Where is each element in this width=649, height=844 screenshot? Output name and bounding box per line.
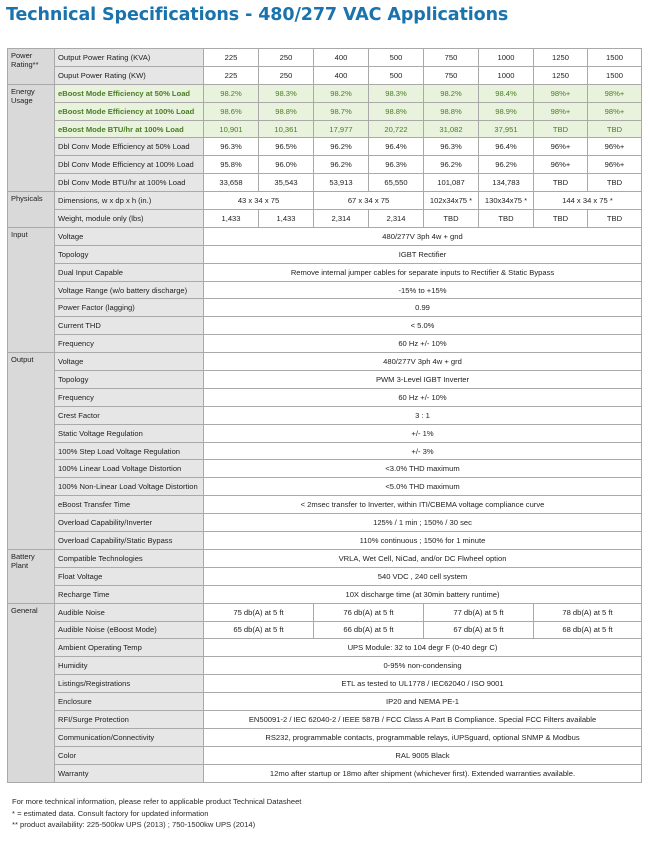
row-label: Compatible Technologies [55, 549, 204, 567]
cell-value: 102x34x75 * [424, 192, 479, 210]
cell-value: TBD [534, 174, 588, 192]
energy-usage-row [8, 102, 642, 120]
cell-value: IP20 and NEMA PE-1 [204, 693, 642, 711]
cell-value: 1000 [479, 49, 534, 67]
cell-value: 400 [314, 66, 369, 84]
cell-value: 96.2% [479, 156, 534, 174]
cell-value: -15% to +15% [204, 281, 642, 299]
row-label: Communication/Connectivity [55, 728, 204, 746]
cell-value: TBD [588, 120, 642, 138]
battery-plant-row [8, 585, 642, 603]
cell-value: 250 [259, 66, 314, 84]
cell-value: 500 [369, 49, 424, 67]
section-energy-usage: Energy Usage [8, 84, 55, 191]
row-label: eBoost Mode BTU/hr at 100% Load [55, 120, 204, 138]
cell-value: 2,314 [314, 210, 369, 228]
cell-value: 17,977 [314, 120, 369, 138]
physicals-row [8, 192, 642, 210]
cell-value: VRLA, Wet Cell, NiCad, and/or DC Flwheel option [204, 549, 642, 567]
cell-value: 68 db(A) at 5 ft [534, 621, 642, 639]
row-label: Audible Noise [55, 603, 204, 621]
row-label: Dbl Conv Mode Efficiency at 100% Load [55, 156, 204, 174]
cell-value: 1,433 [259, 210, 314, 228]
cell-value: 67 db(A) at 5 ft [424, 621, 534, 639]
cell-value: 98.3% [259, 84, 314, 102]
cell-value: TBD [588, 210, 642, 228]
cell-value: 130x34x75 * [479, 192, 534, 210]
cell-value: 96.3% [424, 138, 479, 156]
cell-value: 20,722 [369, 120, 424, 138]
cell-value: 95.8% [204, 156, 259, 174]
cell-value: 1250 [534, 49, 588, 67]
general-row [8, 728, 642, 746]
row-label: 100% Step Load Voltage Regulation [55, 442, 204, 460]
cell-value: 1000 [479, 66, 534, 84]
footnotes [12, 796, 301, 831]
cell-value: 144 x 34 x 75 * [534, 192, 642, 210]
general-row [8, 675, 642, 693]
cell-value: 1,433 [204, 210, 259, 228]
cell-value: TBD [479, 210, 534, 228]
power-rating-row [8, 49, 642, 67]
input-row [8, 227, 642, 245]
cell-value: 75 db(A) at 5 ft [204, 603, 314, 621]
cell-value: 0.99 [204, 299, 642, 317]
general-row [8, 657, 642, 675]
row-label: Frequency [55, 388, 204, 406]
general-row [8, 764, 642, 782]
cell-value: 98.2% [204, 84, 259, 102]
cell-value: RAL 9005 Black [204, 746, 642, 764]
cell-value: Remove internal jumper cables for separate inputs to Rectifier & Static Bypass [204, 263, 642, 281]
cell-value: 101,087 [424, 174, 479, 192]
cell-value: 33,658 [204, 174, 259, 192]
row-label: Voltage [55, 227, 204, 245]
row-label: Dual Input Capable [55, 263, 204, 281]
row-label: eBoost Mode Efficiency at 100% Load [55, 102, 204, 120]
battery-plant-row [8, 567, 642, 585]
cell-value: 98.8% [424, 102, 479, 120]
row-label: Static Voltage Regulation [55, 424, 204, 442]
cell-value: 96%+ [534, 138, 588, 156]
physicals-row [8, 210, 642, 228]
energy-usage-row [8, 138, 642, 156]
cell-value: 65,550 [369, 174, 424, 192]
output-row [8, 478, 642, 496]
row-label: Current THD [55, 317, 204, 335]
output-row [8, 442, 642, 460]
cell-value: 98.3% [369, 84, 424, 102]
cell-value: 96.3% [369, 156, 424, 174]
output-row [8, 371, 642, 389]
row-label: Crest Factor [55, 406, 204, 424]
row-label: Warranty [55, 764, 204, 782]
cell-value: 250 [259, 49, 314, 67]
cell-value: 78 db(A) at 5 ft [534, 603, 642, 621]
cell-value: 98%+ [534, 84, 588, 102]
cell-value: 98%+ [588, 102, 642, 120]
row-label: Overload Capability/Inverter [55, 514, 204, 532]
general-row [8, 746, 642, 764]
cell-value: 66 db(A) at 5 ft [314, 621, 424, 639]
row-label: Weight, module only (lbs) [55, 210, 204, 228]
cell-value: 98%+ [588, 84, 642, 102]
section-power-rating: Power Rating** [8, 49, 55, 85]
cell-value: 750 [424, 66, 479, 84]
cell-value: 110% continuous ; 150% for 1 minute [204, 532, 642, 550]
cell-value: +/- 1% [204, 424, 642, 442]
row-label: Humidity [55, 657, 204, 675]
input-row [8, 299, 642, 317]
cell-value: <3.0% THD maximum [204, 460, 642, 478]
cell-value: 67 x 34 x 75 [314, 192, 424, 210]
cell-value: ETL as tested to UL1778 / IEC62040 / ISO 9001 [204, 675, 642, 693]
row-label: Dbl Conv Mode Efficiency at 50% Load [55, 138, 204, 156]
row-label: Topology [55, 371, 204, 389]
row-label: Overload Capability/Static Bypass [55, 532, 204, 550]
output-row [8, 353, 642, 371]
cell-value: 96.5% [259, 138, 314, 156]
row-label: Recharge Time [55, 585, 204, 603]
cell-value: 1500 [588, 49, 642, 67]
cell-value: PWM 3-Level IGBT Inverter [204, 371, 642, 389]
cell-value: TBD [588, 174, 642, 192]
cell-value: 500 [369, 66, 424, 84]
section-general: General [8, 603, 55, 782]
cell-value: 96%+ [534, 156, 588, 174]
cell-value: 96.4% [369, 138, 424, 156]
footnote-estimated: * = estimated data. Consult factory for updated information [12, 808, 209, 818]
row-label: Listings/Registrations [55, 675, 204, 693]
cell-value: 53,913 [314, 174, 369, 192]
cell-value: 98.2% [314, 84, 369, 102]
energy-usage-row [8, 156, 642, 174]
cell-value: 480/277V 3ph 4w + gnd [204, 227, 642, 245]
cell-value: 98.2% [424, 84, 479, 102]
cell-value: 480/277V 3ph 4w + grd [204, 353, 642, 371]
cell-value: TBD [534, 120, 588, 138]
row-label: Color [55, 746, 204, 764]
cell-value: 96.4% [479, 138, 534, 156]
cell-value: TBD [534, 210, 588, 228]
cell-value: 60 Hz +/- 10% [204, 335, 642, 353]
cell-value: 65 db(A) at 5 ft [204, 621, 314, 639]
input-row [8, 335, 642, 353]
section-battery-plant: Battery Plant [8, 549, 55, 603]
row-label: Audible Noise (eBoost Mode) [55, 621, 204, 639]
row-label: RFI/Surge Protection [55, 710, 204, 728]
cell-value: 31,082 [424, 120, 479, 138]
row-label: eBoost Transfer Time [55, 496, 204, 514]
output-row [8, 406, 642, 424]
cell-value: IGBT Rectifier [204, 245, 642, 263]
cell-value: <5.0% THD maximum [204, 478, 642, 496]
cell-value: 96%+ [588, 156, 642, 174]
cell-value: 125% / 1 min ; 150% / 30 sec [204, 514, 642, 532]
cell-value: 96%+ [588, 138, 642, 156]
row-label: Enclosure [55, 693, 204, 711]
input-row [8, 263, 642, 281]
cell-value: 10,901 [204, 120, 259, 138]
cell-value: 750 [424, 49, 479, 67]
cell-value: 77 db(A) at 5 ft [424, 603, 534, 621]
output-row [8, 496, 642, 514]
input-row [8, 281, 642, 299]
cell-value: 98.6% [204, 102, 259, 120]
general-row [8, 621, 642, 639]
energy-usage-row [8, 84, 642, 102]
row-label: Power Factor (lagging) [55, 299, 204, 317]
cell-value: 98.7% [314, 102, 369, 120]
cell-value: 76 db(A) at 5 ft [314, 603, 424, 621]
row-label: Ambient Operating Temp [55, 639, 204, 657]
spec-table [7, 48, 642, 783]
cell-value: 12mo after startup or 18mo after shipment (whichever first). Extended warranties available. [204, 764, 642, 782]
cell-value: 225 [204, 66, 259, 84]
cell-value: 10X discharge time (at 30min battery runtime) [204, 585, 642, 603]
cell-value: 98%+ [534, 102, 588, 120]
cell-value: +/- 3% [204, 442, 642, 460]
cell-value: 0-95% non-condensing [204, 657, 642, 675]
cell-value: 1500 [588, 66, 642, 84]
row-label: Dimensions, w x dp x h (in.) [55, 192, 204, 210]
page-title: Technical Specifications - 480/277 VAC Applications [6, 5, 509, 25]
cell-value: 96.3% [204, 138, 259, 156]
output-row [8, 514, 642, 532]
cell-value: 96.2% [314, 138, 369, 156]
cell-value: UPS Module: 32 to 104 degr F (0-40 degr C) [204, 639, 642, 657]
cell-value: 134,783 [479, 174, 534, 192]
output-row [8, 460, 642, 478]
output-row [8, 388, 642, 406]
cell-value: 98.4% [479, 84, 534, 102]
cell-value: 1250 [534, 66, 588, 84]
cell-value: 98.8% [259, 102, 314, 120]
row-label: Float Voltage [55, 567, 204, 585]
row-label: 100% Non-Linear Load Voltage Distortion [55, 478, 204, 496]
general-row [8, 639, 642, 657]
footnote-datasheet: For more technical information, please refer to applicable product Technical Datasheet [12, 797, 302, 806]
cell-value: EN50091-2 / IEC 62040-2 / IEEE 587B / FCC Class A Part B Compliance. Special FCC Filters available [204, 710, 642, 728]
input-row [8, 317, 642, 335]
cell-value: 98.9% [479, 102, 534, 120]
row-label: Voltage Range (w/o battery discharge) [55, 281, 204, 299]
energy-usage-row [8, 174, 642, 192]
row-label: eBoost Mode Efficiency at 50% Load [55, 84, 204, 102]
battery-plant-row [8, 549, 642, 567]
cell-value: 96.0% [259, 156, 314, 174]
row-label: Dbl Conv Mode BTU/hr at 100% Load [55, 174, 204, 192]
general-row [8, 603, 642, 621]
power-rating-row [8, 66, 642, 84]
input-row [8, 245, 642, 263]
cell-value: 96.2% [424, 156, 479, 174]
cell-value: 2,314 [369, 210, 424, 228]
section-input: Input [8, 227, 55, 352]
row-label: 100% Linear Load Voltage Distortion [55, 460, 204, 478]
row-label: Topology [55, 245, 204, 263]
cell-value: 43 x 34 x 75 [204, 192, 314, 210]
cell-value: 400 [314, 49, 369, 67]
cell-value: TBD [424, 210, 479, 228]
general-row [8, 710, 642, 728]
cell-value: 37,951 [479, 120, 534, 138]
cell-value: 540 VDC , 240 cell system [204, 567, 642, 585]
cell-value: 60 Hz +/- 10% [204, 388, 642, 406]
output-row [8, 532, 642, 550]
footnote-availability: ** product availability: 225-500kw UPS (2013) ; 750-1500kw UPS (2014) [12, 820, 256, 830]
cell-value: 35,543 [259, 174, 314, 192]
cell-value: < 5.0% [204, 317, 642, 335]
cell-value: 98.8% [369, 102, 424, 120]
cell-value: 10,361 [259, 120, 314, 138]
general-row [8, 693, 642, 711]
cell-value: < 2msec transfer to Inverter, within ITI/CBEMA voltage compliance curve [204, 496, 642, 514]
row-label: Voltage [55, 353, 204, 371]
energy-usage-row [8, 120, 642, 138]
output-row [8, 424, 642, 442]
cell-value: 96.2% [314, 156, 369, 174]
row-label: Output Power Rating (KVA) [55, 49, 204, 67]
cell-value: RS232, programmable contacts, programmable relays, iUPSguard, optional SNMP & Modbus [204, 728, 642, 746]
cell-value: 225 [204, 49, 259, 67]
section-physicals: Physicals [8, 192, 55, 228]
row-label: Ouput Power Rating (KW) [55, 66, 204, 84]
row-label: Frequency [55, 335, 204, 353]
section-output: Output [8, 353, 55, 550]
cell-value: 3 : 1 [204, 406, 642, 424]
